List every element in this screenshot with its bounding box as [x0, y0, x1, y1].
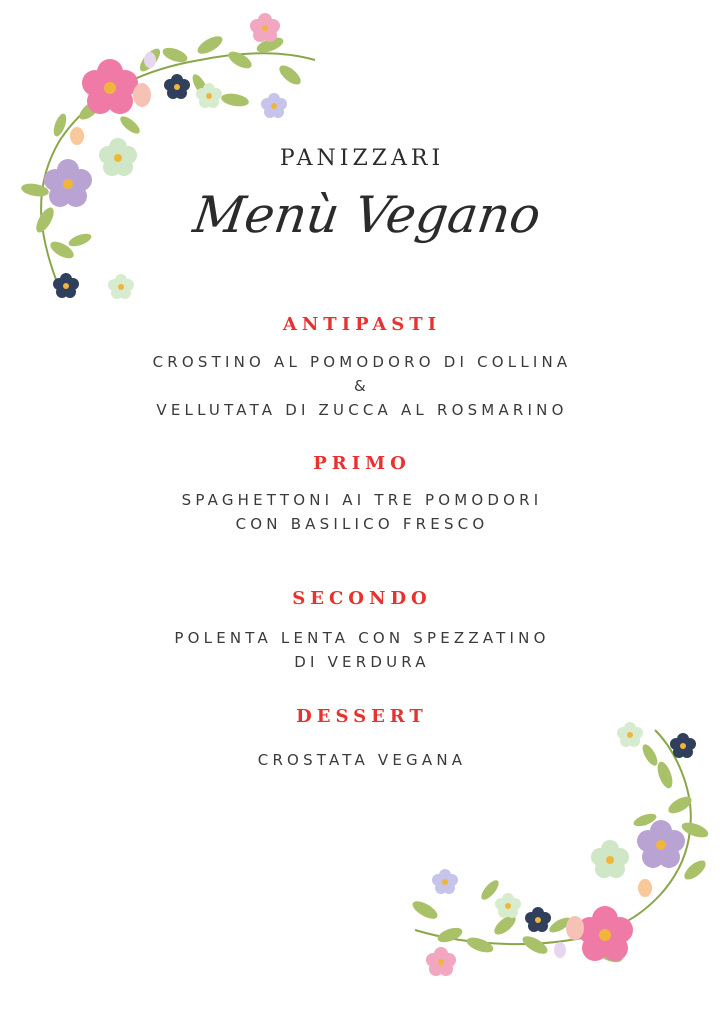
- dish-line: VELLUTATA DI ZUCCA AL ROSMARINO: [156, 401, 568, 419]
- dish-line: POLENTA LENTA CON SPEZZATINO: [174, 629, 550, 647]
- dish-line: SPAGHETTONI AI TRE POMODORI: [181, 491, 543, 509]
- dish-line: CON BASILICO FRESCO: [235, 515, 489, 533]
- dish-line: DI VERDURA: [294, 653, 430, 671]
- dish-line: &: [354, 377, 370, 395]
- dish-line: CROSTATA VEGANA: [257, 751, 467, 769]
- section-heading-secondo: SECONDO: [292, 588, 432, 609]
- section-dishes-dessert: [0, 748, 724, 772]
- section-heading-dessert: DESSERT: [296, 706, 428, 727]
- section-heading-primo: PRIMO: [313, 453, 411, 474]
- section-dishes-antipasti: [0, 350, 724, 422]
- menu-title: Menù Vegano: [189, 186, 545, 244]
- section-dishes-primo: [0, 488, 724, 536]
- section-heading-antipasti: ANTIPASTI: [282, 314, 442, 335]
- restaurant-name: PANIZZARI: [279, 146, 445, 171]
- dish-line: CROSTINO AL POMODORO DI COLLINA: [152, 353, 572, 371]
- section-dishes-secondo: [0, 626, 724, 674]
